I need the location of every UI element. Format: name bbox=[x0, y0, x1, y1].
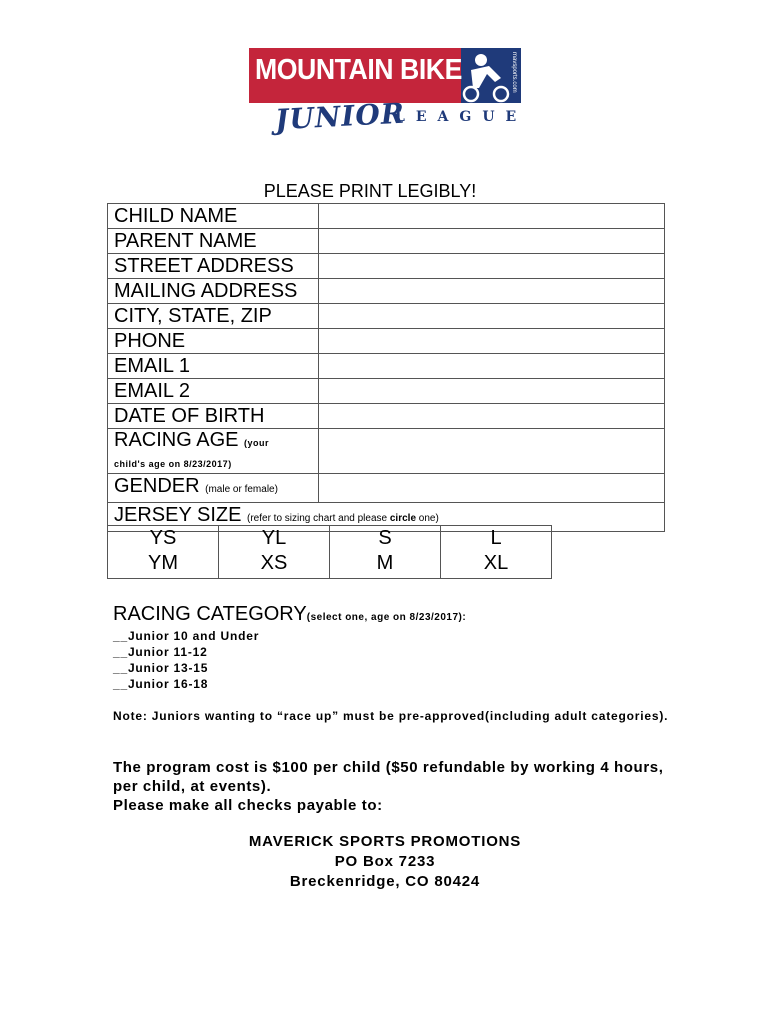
payee-city: Breckenridge, CO 80424 bbox=[289, 873, 481, 890]
gender-text: GENDER bbox=[114, 475, 200, 497]
size-l[interactable]: L bbox=[490, 527, 502, 549]
size-ym[interactable]: YM bbox=[148, 552, 178, 574]
po-box: PO Box 7233 bbox=[334, 853, 436, 870]
mailing-address-field[interactable] bbox=[319, 279, 665, 304]
jersey-size-table bbox=[107, 525, 552, 579]
size-ys[interactable]: YS bbox=[149, 527, 177, 549]
size-col-4[interactable] bbox=[441, 526, 552, 579]
racing-age-note: (your bbox=[244, 438, 270, 448]
row-parent-name bbox=[108, 229, 665, 254]
mailing-address-label: MAILING ADDRESS bbox=[108, 279, 319, 304]
racing-category-sub: (select one, age on 8/23/2017): bbox=[306, 612, 467, 623]
form-heading: PLEASE PRINT LEGIBLY! bbox=[263, 181, 477, 201]
racing-age-text: RACING AGE bbox=[114, 429, 239, 451]
row-email1 bbox=[108, 354, 665, 379]
email2-label: EMAIL 2 bbox=[108, 379, 319, 404]
row-child-name bbox=[108, 204, 665, 229]
phone-field[interactable] bbox=[319, 329, 665, 354]
registration-table bbox=[107, 203, 665, 532]
category-option[interactable]: __Junior 10 and Under bbox=[113, 629, 260, 643]
dob-label: DATE OF BIRTH bbox=[108, 404, 319, 429]
mailing-address-block bbox=[0, 832, 770, 892]
child-name-label: CHILD NAME bbox=[108, 204, 319, 229]
size-col-3[interactable] bbox=[330, 526, 441, 579]
gender-label bbox=[108, 474, 319, 503]
program-cost bbox=[113, 758, 673, 815]
row-city-state-zip bbox=[108, 304, 665, 329]
league-logo bbox=[249, 48, 528, 138]
racing-age-note-2: child's age on 8/23/2017) bbox=[114, 459, 232, 469]
racing-category-heading bbox=[113, 603, 466, 626]
size-s[interactable]: S bbox=[378, 527, 392, 549]
email1-label: EMAIL 1 bbox=[108, 354, 319, 379]
size-m[interactable]: M bbox=[376, 552, 394, 574]
jersey-text: JERSEY SIZE bbox=[114, 504, 242, 526]
size-xs[interactable]: XS bbox=[260, 552, 288, 574]
parent-name-label: PARENT NAME bbox=[108, 229, 319, 254]
cost-text: The program cost is $100 per child ($50 refundable by working 4 hours, per child, at events). bbox=[113, 759, 664, 795]
email2-field[interactable] bbox=[319, 379, 665, 404]
city-state-zip-field[interactable] bbox=[319, 304, 665, 329]
payable-text: Please make all checks payable to: bbox=[113, 797, 383, 814]
size-col-1[interactable] bbox=[108, 526, 219, 579]
phone-label: PHONE bbox=[108, 329, 319, 354]
racing-age-label bbox=[108, 429, 319, 474]
size-xl[interactable]: XL bbox=[483, 552, 509, 574]
city-state-zip-label: CITY, STATE, ZIP bbox=[108, 304, 319, 329]
gender-field[interactable] bbox=[319, 474, 665, 503]
racing-category-title: RACING CATEGORY bbox=[113, 603, 307, 625]
gender-note: (male or female) bbox=[205, 484, 278, 495]
row-mailing-address bbox=[108, 279, 665, 304]
street-address-label: STREET ADDRESS bbox=[108, 254, 319, 279]
payee-name: MAVERICK SPORTS PROMOTIONS bbox=[248, 833, 522, 850]
parent-name-field[interactable] bbox=[319, 229, 665, 254]
row-gender bbox=[108, 474, 665, 503]
row-dob bbox=[108, 404, 665, 429]
dob-field[interactable] bbox=[319, 404, 665, 429]
category-option[interactable]: __Junior 11-12 bbox=[113, 645, 208, 659]
jersey-note: (refer to sizing chart and please circle one) bbox=[247, 513, 439, 524]
category-option[interactable]: __Junior 16-18 bbox=[113, 677, 209, 691]
logo-league: LEAGUE bbox=[395, 109, 528, 125]
row-racing-age bbox=[108, 429, 665, 474]
size-col-2[interactable] bbox=[219, 526, 330, 579]
logo-title: MOUNTAIN BIKE bbox=[255, 54, 462, 86]
row-email2 bbox=[108, 379, 665, 404]
street-address-field[interactable] bbox=[319, 254, 665, 279]
race-up-note: Note: Juniors wanting to “race up” must be pre-approved(including adult categories). bbox=[113, 709, 669, 723]
logo-junior: JUNIOR bbox=[274, 96, 406, 137]
size-yl[interactable]: YL bbox=[261, 527, 287, 549]
category-option[interactable]: __Junior 13-15 bbox=[113, 661, 209, 675]
logo-url: mavsports.com bbox=[511, 52, 517, 93]
child-name-field[interactable] bbox=[319, 204, 665, 229]
row-phone bbox=[108, 329, 665, 354]
racing-age-field[interactable] bbox=[319, 429, 665, 474]
email1-field[interactable] bbox=[319, 354, 665, 379]
racing-category-list bbox=[113, 628, 259, 692]
row-street-address bbox=[108, 254, 665, 279]
